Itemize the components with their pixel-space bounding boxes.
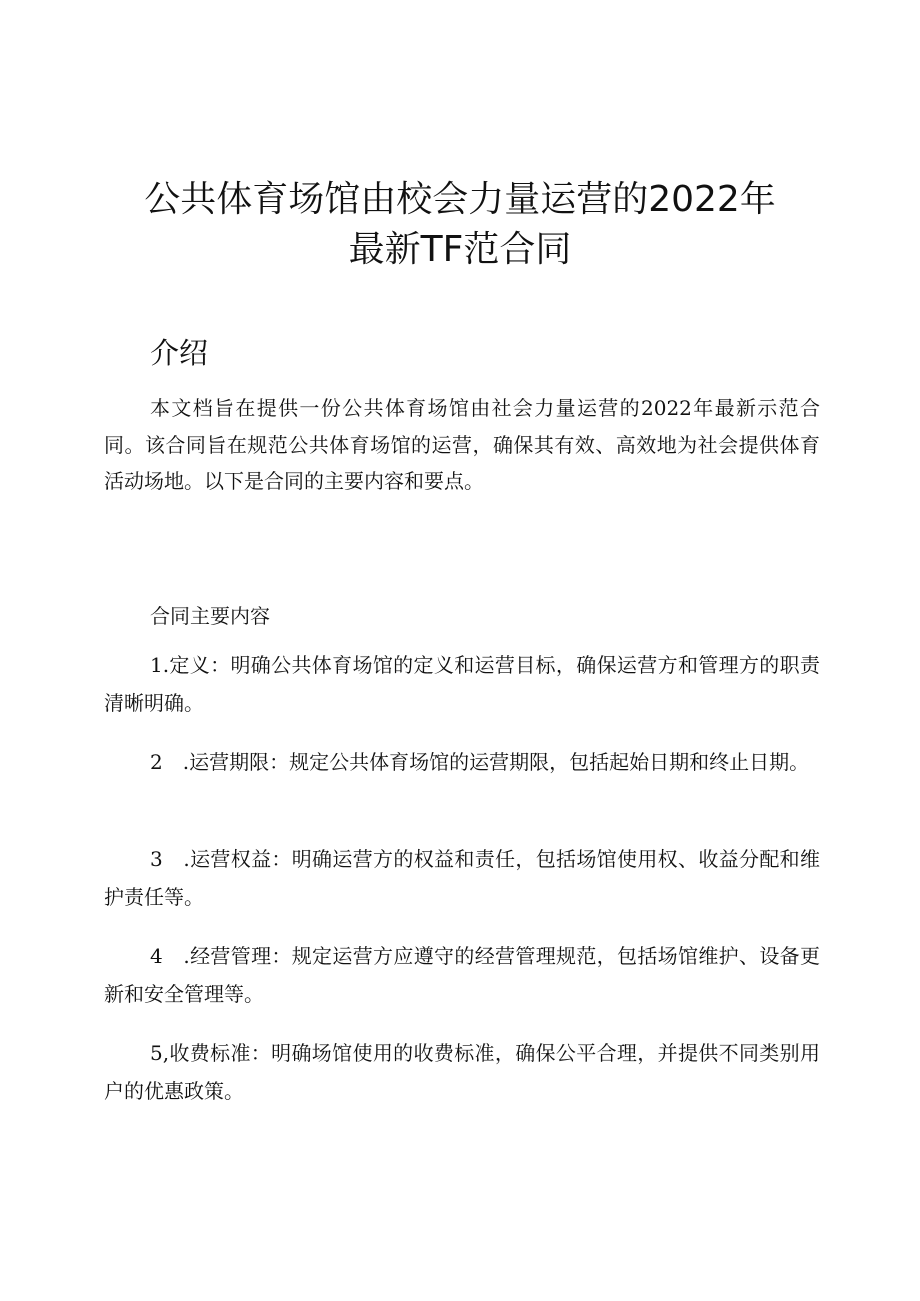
document-title-line-2: 最新TF范合同 <box>348 229 572 270</box>
contents-heading: 合同主要内容 <box>150 604 270 628</box>
contract-item-management: 4 .经营管理：规定运营方应遵守的经营管理规范，包括场馆维护、设备更新和安全管理等。 <box>104 944 820 1006</box>
contract-item-term: 2 .运营期限：规定公共体育场馆的运营期限，包括起始日期和终止日期。 <box>150 750 810 774</box>
contract-item-rights: 3 .运营权益：明确运营方的权益和责任，包括场馆使用权、收益分配和维护责任等。 <box>104 847 820 909</box>
intro-paragraph: 本文档旨在提供一份公共体育场馆由社会力量运营的2022年最新示范合同。该合同旨在规范公共体育场馆的运营，确保其有效、高效地为社会提供体育活动场地。以下是合同的主要内容和要点。 <box>104 396 820 493</box>
document-title-line-1: 公共体育场馆由校会力量运营的2022年 <box>144 179 776 220</box>
intro-heading: 介绍 <box>150 336 209 370</box>
contract-item-fees: 5,收费标准：明确场馆使用的收费标准，确保公平合理，并提供不同类别用户的优惠政策。 <box>104 1041 820 1103</box>
contract-item-definition: 1.定义：明确公共体育场馆的定义和运营目标，确保运营方和管理方的职责清晰明确。 <box>104 653 820 715</box>
